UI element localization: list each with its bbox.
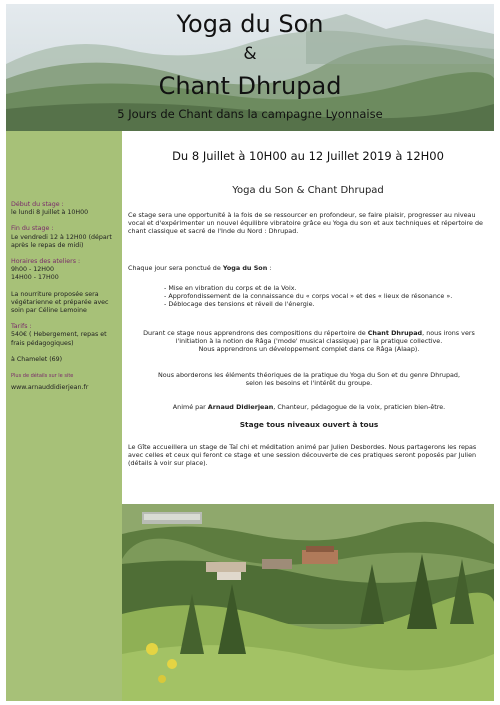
daily-paragraph	[128, 264, 490, 272]
dhrupad-paragraph	[128, 329, 490, 354]
info-sidebar	[6, 131, 122, 701]
debut-label: Début du stage :	[11, 201, 64, 208]
website-link[interactable]: www.arnauddidierjean.fr	[11, 384, 89, 392]
dhrupad-bold: Chant Dhrupad	[367, 329, 423, 337]
lieu-text: à Chamelet (69)	[11, 355, 63, 363]
daily-suffix: :	[267, 264, 272, 272]
horaires-group	[11, 258, 118, 283]
title-ampersand: &	[243, 44, 257, 64]
nourriture-text: La nourriture proposée sera végétarienne et préparée avec soin par Céline Lemoine	[11, 290, 109, 315]
dhrupad-line-2: Nous apprendrons un développement complet dans ce Râga (Alaap).	[198, 345, 420, 354]
fin-group	[11, 225, 118, 250]
fin-value: Le vendredi 12 à 12H00 (départ après le repas de midi)	[11, 233, 112, 249]
dates-heading: Du 8 Juillet à 10H00 au 12 Juillet 2019 à 12H00	[172, 149, 444, 163]
bullet-item: - Mise en vibration du corps et de la Voix.	[164, 284, 297, 292]
daily-prefix: Chaque jour sera ponctué de	[128, 264, 223, 272]
header-subtitle: 5 Jours de Chant dans la campagne Lyonnaise	[117, 107, 383, 121]
debut-value: le lundi 8 Juillet à 10H00	[11, 209, 89, 217]
header-banner	[6, 4, 494, 131]
levels-heading: Stage tous niveaux ouvert à tous	[239, 420, 379, 429]
theory-paragraph	[128, 371, 490, 387]
intro-paragraph: Ce stage sera une opportunité à la fois de se ressourcer en profondeur, se faire plaisir, progresser au niveau vocal et d'expérimenter un nouvel équilibre vibratoire grâce eu Yoga du son et aux techniques et répertoire de chant classique et sacré de l'Inde du Nord : Dhrupad.	[128, 211, 483, 236]
theory-line-2: selon les besoins et l'intérêt du groupe.	[245, 379, 373, 388]
countryside-photo	[122, 504, 494, 701]
theory-line-1: Nous aborderons les éléments théoriques de la pratique du Yoga du Son et du genre Dhrupad,	[157, 371, 461, 379]
teacher-suffix: , Chanteur, pédagogue de la voix, praticien bien-être.	[273, 403, 446, 411]
teacher-name: Arnaud Didierjean	[207, 403, 274, 411]
tarifs-label: Tarifs :	[11, 323, 32, 331]
gite-paragraph: Le Gîte accueillera un stage de Taï chi et méditation animé par Julien Desbordes. Nous partagerons les repas avec celles et ceux qui feront ce stage et une session découverte de ces pratiques seront poposés par Julien (détails à voir sur place).	[128, 443, 477, 468]
section-subtitle: Yoga du Son & Chant Dhrupad	[232, 185, 384, 196]
details-label: Plus de détails sur le site	[11, 373, 74, 380]
daily-bold: Yoga du Son	[222, 264, 268, 272]
bullet-item: - Déblocage des tensions et réveil de l'énergie.	[164, 300, 315, 309]
details-group	[11, 372, 118, 392]
title-line-2: Chant Dhrupad	[158, 72, 342, 100]
teacher-prefix: Animé par	[172, 403, 208, 411]
main-content	[122, 131, 494, 504]
tarifs-value: 540€ ( Hebergement, repas et frais pédagogiques)	[11, 331, 107, 347]
title-line-1: Yoga du Son	[176, 10, 324, 38]
dhrupad-prefix: Durant ce stage nous apprendrons des compositions du répertoire de	[143, 329, 368, 337]
bullet-item: - Approfondissement de la connaissance du « corps vocal » et des « lieux de résonance ».	[164, 292, 453, 301]
debut-group	[11, 201, 118, 217]
horaires-line-2: 14H00 - 17H00	[11, 274, 59, 282]
valley-village-image	[122, 504, 494, 701]
bullet-list	[164, 284, 484, 309]
fin-label: Fin du stage :	[11, 225, 54, 233]
tarifs-group	[11, 323, 118, 348]
horaires-label: Horaires des ateliers :	[11, 258, 81, 266]
teacher-paragraph	[128, 403, 490, 411]
dhrupad-mid: , nous irons vers l'initiation à la notion de Râga ('mode' musical classique) par la pratique collective.	[175, 329, 475, 346]
horaires-line-1: 9h00 - 12H00	[11, 266, 55, 274]
